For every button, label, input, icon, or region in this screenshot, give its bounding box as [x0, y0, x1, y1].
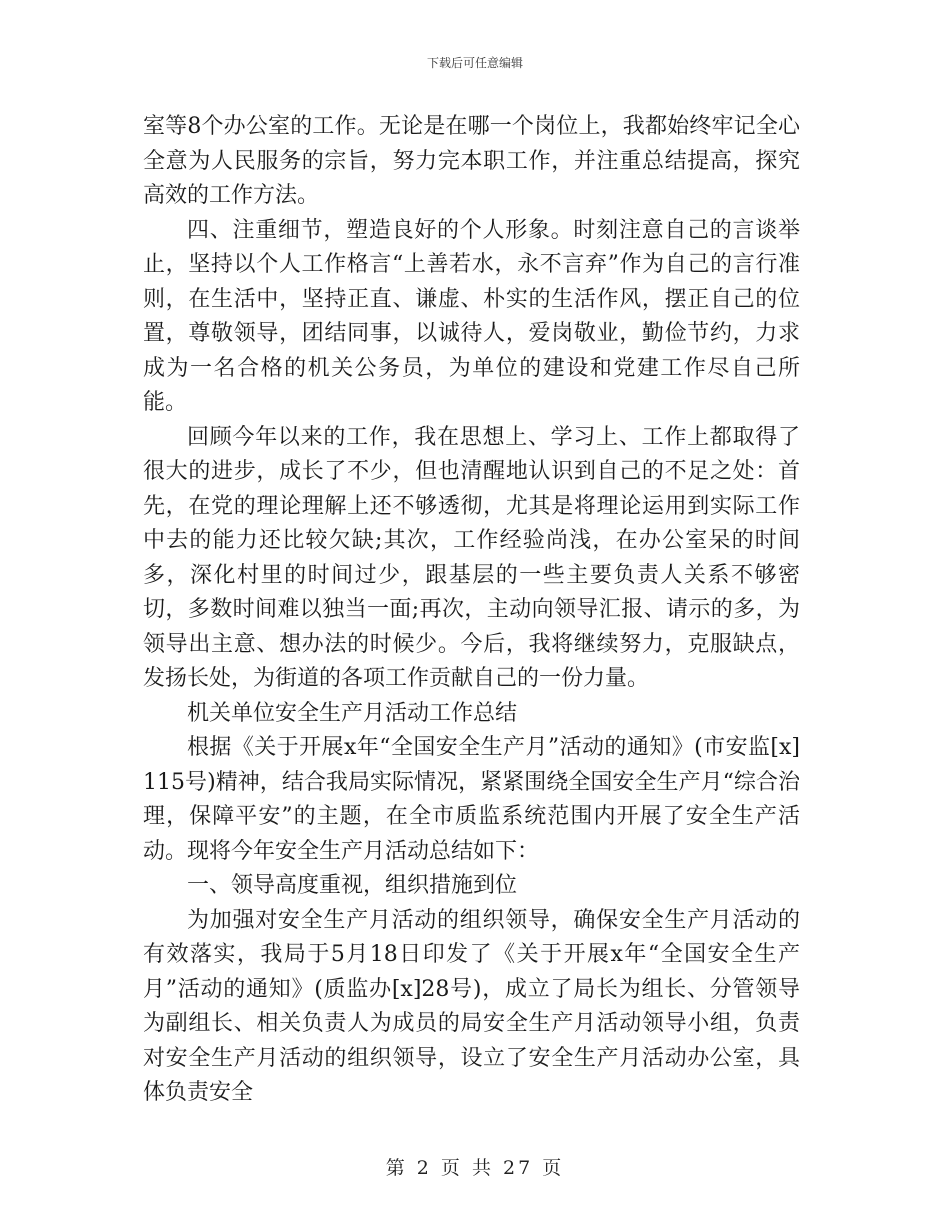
paragraph-2: 四、注重细节，塑造良好的个人形象。时刻注意自己的言谈举止，坚持以个人工作格言“上善若水，永不言弃”作为自己的言行准则，在生活中，坚持正直、谦虚、朴实的生活作风，摆正自己的位置，尊敬领导，团结同事，以诚待人，爱岗敬业，勤俭节约，力求成为一名合格的机关公务员，为单位的建设和党建工作尽自己所能。	[143, 217, 800, 415]
paragraph-1: 室等8个办公室的工作。无论是在哪一个岗位上，我都始终牢记全心全意为人民服务的宗旨，努力完本职工作，并注重总结提高，探究高效的工作方法。	[143, 114, 800, 208]
paragraph-3: 回顾今年以来的工作，我在思想上、学习上、工作上都取得了很大的进步，成长了不少，但也清醒地认识到自己的不足之处：首先，在党的理论理解上还不够透彻，尤其是将理论运用到实际工作中去的能力还比较欠缺;其次，工作经验尚浅，在办公室呆的时间多，深化村里的时间过少，跟基层的一些主要负责人关系不够密切，多数时间难以独当一面;再次，主动向领导汇报、请示的多，为领导出主意、想办法的时候少。今后，我将继续努力，克服缺点，发扬长处，为街道的各项工作贡献自己的一份力量。	[143, 424, 800, 691]
paragraph-5: 为加强对安全生产月活动的组织领导，确保安全生产月活动的有效落实，我局于5月18日印发了《关于开展x年“全国安全生产月”活动的通知》(质监办[x]28号)，成立了局长为组长、分管领导为副组长、相关负责人为成员的局安全生产月活动领导小组，负责对安全生产月活动的组织领导，设立了安全生产月活动办公室，具体负责安全	[143, 907, 800, 1105]
header-note: 下载后可任意编辑	[426, 56, 523, 70]
subsection-heading: 一、领导高度重视，组织措施到位	[187, 873, 518, 898]
page-number: 第 2 页 共 27 页	[385, 1157, 565, 1179]
document-body	[143, 110, 800, 1111]
section-title: 机关单位安全生产月活动工作总结	[187, 700, 518, 726]
paragraph-4: 根据《关于开展x年“全国安全生产月”活动的通知》(市安监[x]115号)精神，结合我局实际情况，紧紧围绕全国安全生产月“综合治理，保障平安”的主题，在全市质监系统范围内开展了安全生产活动。现将今年安全生产月活动总结如下：	[143, 735, 800, 864]
